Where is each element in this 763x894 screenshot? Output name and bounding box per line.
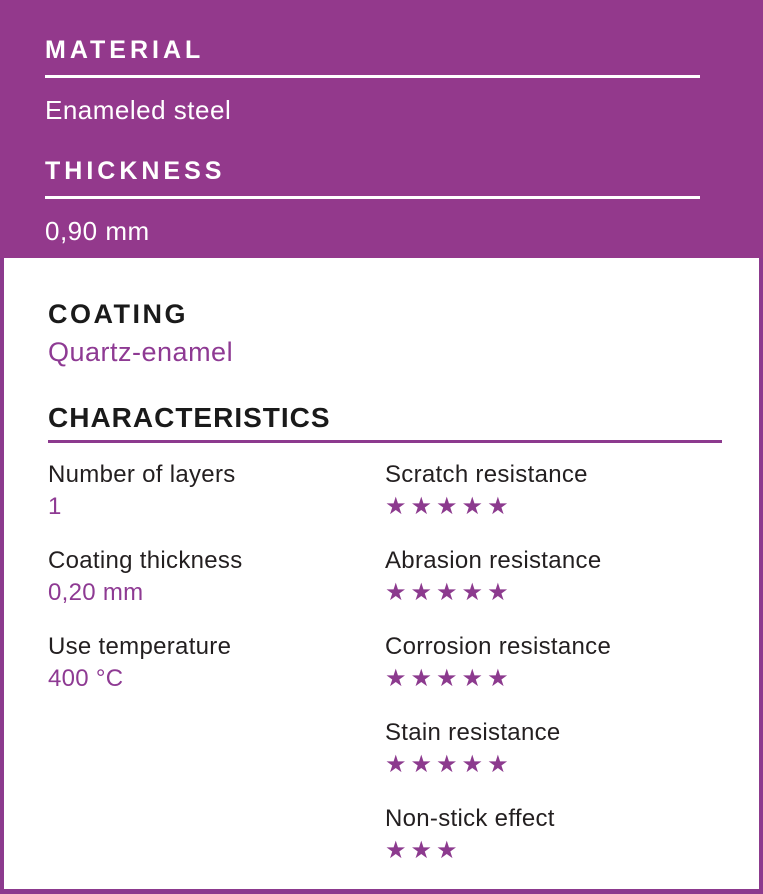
star-rating: ★★★★★ [385,665,513,692]
characteristics-left-column [48,459,385,889]
spec-label: Non-stick effect [385,805,555,832]
spec-item-use-temperature [48,631,385,695]
characteristics-underline [48,440,722,443]
star-rating: ★★★ [385,837,462,864]
characteristics-right-column [385,459,723,889]
spec-item-coating-thickness [48,545,385,609]
coating-section [48,298,723,368]
spec-item-scratch-resistance [385,459,723,523]
card-body [0,258,763,894]
header-section [0,0,763,258]
spec-value: 1 [48,493,62,520]
coating-label: COATING [48,299,188,329]
spec-label: Abrasion resistance [385,547,602,574]
characteristics-title: CHARACTERISTICS [48,402,331,433]
spec-item-non-stick-effect [385,803,723,867]
material-underline [45,75,700,78]
spec-item-corrosion-resistance [385,631,723,695]
spec-value: 0,20 mm [48,579,144,606]
thickness-label: THICKNESS [45,157,226,185]
material-label: MATERIAL [45,36,205,64]
spec-label: Number of layers [48,461,236,488]
thickness-value: 0,90 mm [45,216,150,246]
star-rating: ★★★★★ [385,751,513,778]
star-rating: ★★★★★ [385,493,513,520]
spec-label: Use temperature [48,633,232,660]
spec-label: Coating thickness [48,547,243,574]
spec-value: 400 °C [48,665,124,692]
spec-label: Scratch resistance [385,461,588,488]
material-group [45,36,718,125]
spec-item-abrasion-resistance [385,545,723,609]
spec-item-number-of-layers [48,459,385,523]
spec-label: Corrosion resistance [385,633,612,660]
spec-item-stain-resistance [385,717,723,781]
material-value: Enameled steel [45,95,232,125]
coating-value: Quartz-enamel [48,337,234,367]
star-rating: ★★★★★ [385,579,513,606]
spec-label: Stain resistance [385,719,561,746]
thickness-group [45,157,718,246]
characteristics-columns [48,459,723,889]
thickness-underline [45,196,700,199]
